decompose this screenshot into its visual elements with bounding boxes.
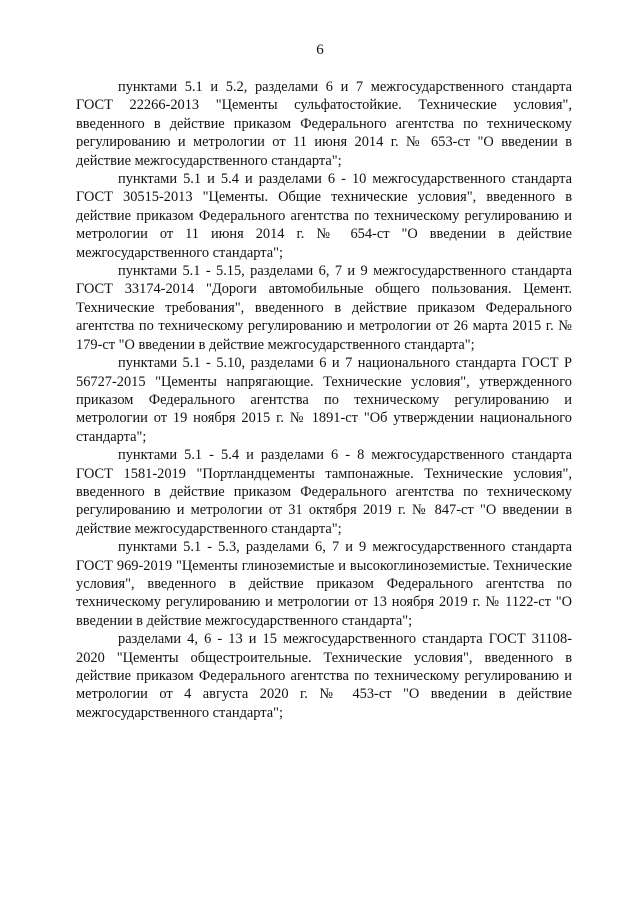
paragraph-gost-1581: пунктами 5.1 - 5.4 и разделами 6 - 8 межгосударственного стандарта ГОСТ 1581-2019 "Портландцементы тампонажные. Технические условия", введенного в действие приказом Федерального агентства по техническому регулированию и метрологии от 31 октября 2019 г. № 847-ст "О введении в действие межгосударственного стандарта";: [76, 447, 572, 537]
paragraph-gost-31108: разделами 4, 6 - 13 и 15 межгосударственного стандарта ГОСТ 31108-2020 "Цементы общестроительные. Технические условия", введенного в действие приказом Федерального агентства по техническому регулированию и метрологии от 4 августа 2020 г. № 453-ст "О введении в действие межгосударственного стандарта";: [76, 631, 572, 721]
document-body: [76, 78, 572, 722]
paragraph-gost-r-56727: пунктами 5.1 - 5.10, разделами 6 и 7 национального стандарта ГОСТ Р 56727-2015 "Цементы напрягающие. Технические условия", утвержденного приказом Федерального агентства по техническому регулированию и метрологии от 19 ноября 2015 г. № 1891-ст "Об утверждении национального стандарта";: [76, 355, 572, 445]
page-number: 6: [316, 42, 324, 58]
paragraph-gost-22266: пунктами 5.1 и 5.2, разделами 6 и 7 межгосударственного стандарта ГОСТ 22266-2013 "Цементы сульфатостойкие. Технические условия", введенного в действие приказом Федерального агентства по техническому регулированию и метрологии от 11 июня 2014 г. № 653-ст "О введении в действие межгосударственного стандарта";: [76, 79, 572, 169]
paragraph-gost-969: пунктами 5.1 - 5.3, разделами 6, 7 и 9 межгосударственного стандарта ГОСТ 969-2019 "Цементы глиноземистые и высокоглиноземистые. Технические условия", введенного в действие приказом Федерального агентства по техническому регулированию и метрологии от 13 ноября 2019 г. № 1122-ст "О введении в действие межгосударственного стандарта";: [76, 539, 572, 629]
paragraph-gost-30515: пунктами 5.1 и 5.4 и разделами 6 - 10 межгосударственного стандарта ГОСТ 30515-2013 "Цементы. Общие технические условия", введенного в действие приказом Федерального агентства по техническому регулированию и метрологии от 11 июня 2014 г. № 654-ст "О введении в действие межгосударственного стандарта";: [76, 171, 572, 261]
paragraph-gost-33174: пунктами 5.1 - 5.15, разделами 6, 7 и 9 межгосударственного стандарта ГОСТ 33174-2014 "Дороги автомобильные общего пользования. Цемент. Технические требования", введенного в действие приказом Федерального агентства по техническому регулированию и метрологии от 26 марта 2015 г. № 179-ст "О введении в действие межгосударственного стандарта";: [76, 263, 572, 353]
